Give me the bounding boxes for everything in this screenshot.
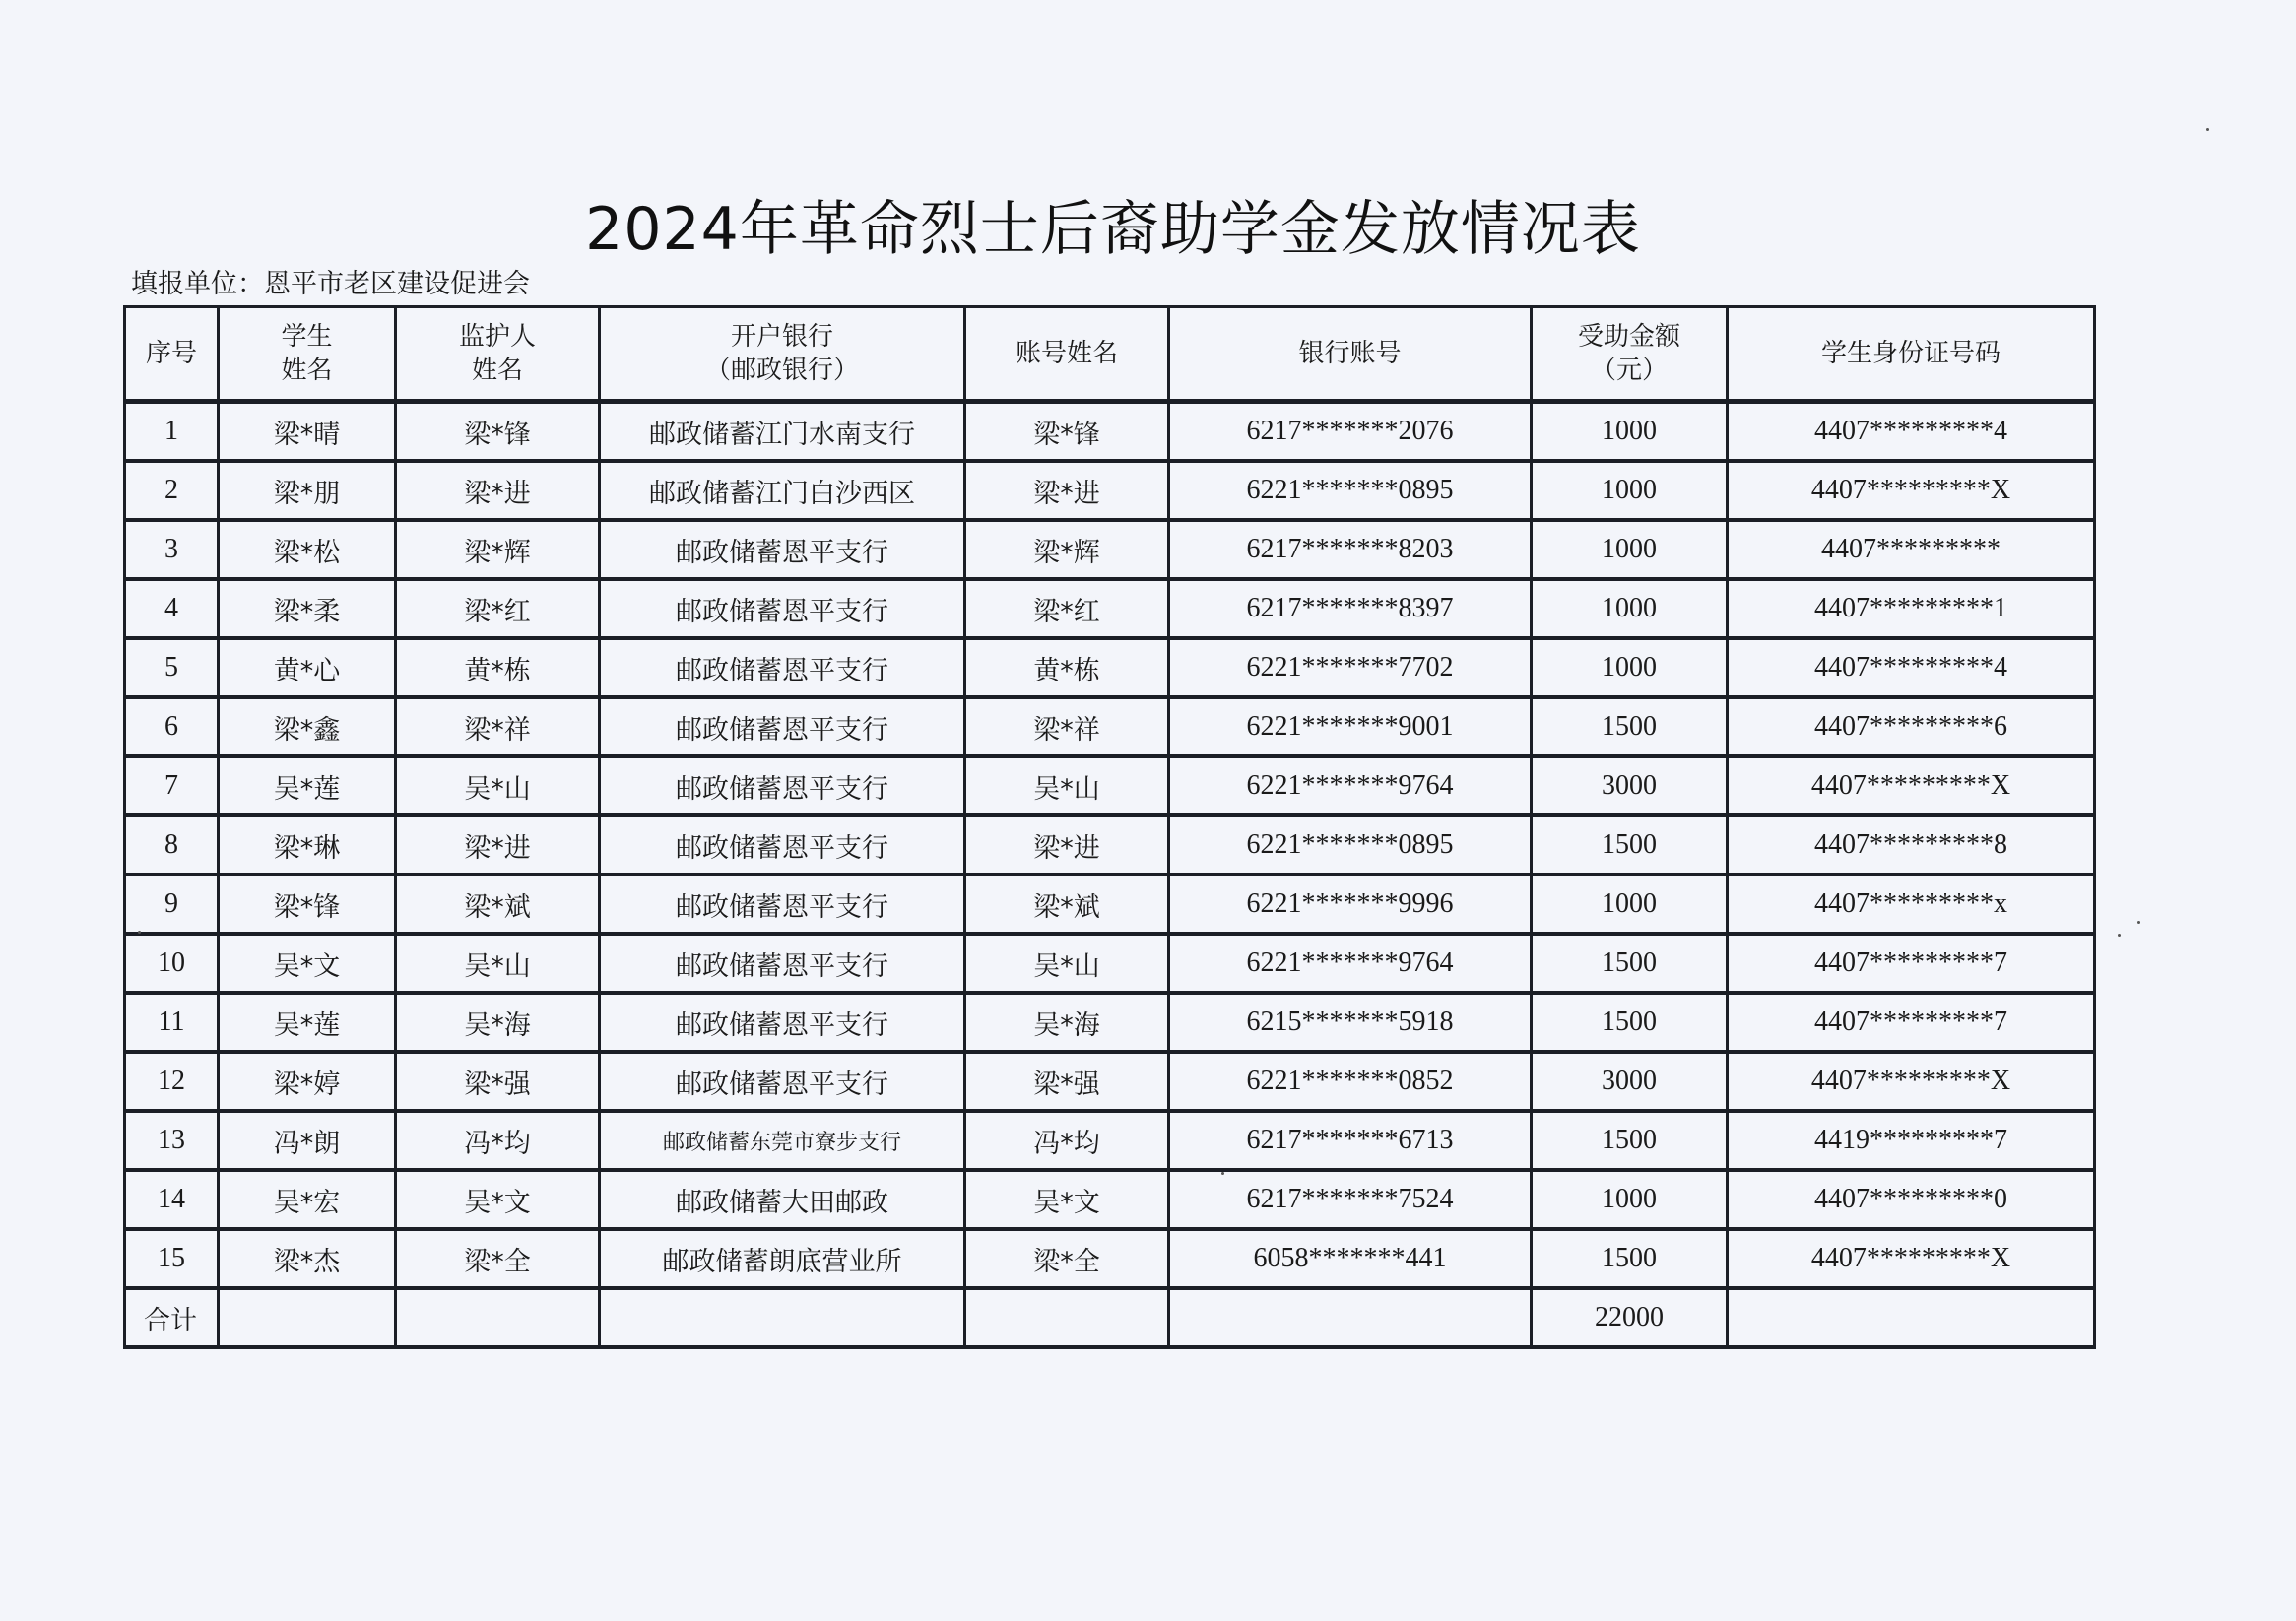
cell-account-name: 梁*全 xyxy=(965,1229,1169,1288)
cell-account-name: 梁*锋 xyxy=(965,402,1169,462)
cell-amount: 1000 xyxy=(1532,461,1728,520)
scan-speck xyxy=(2137,921,2140,924)
cell-guardian: 冯*均 xyxy=(396,1111,600,1170)
header-guardian-name: 监护人 姓名 xyxy=(396,307,600,402)
cell-account-name: 冯*均 xyxy=(965,1111,1169,1170)
cell-seq: 4 xyxy=(125,579,219,638)
cell-account-number: 6221*******9001 xyxy=(1169,697,1532,756)
cell-guardian: 梁*进 xyxy=(396,461,600,520)
total-row xyxy=(125,1288,2095,1347)
cell-account-name: 梁*祥 xyxy=(965,697,1169,756)
table-row xyxy=(125,461,2095,520)
cell-account-name: 吴*山 xyxy=(965,756,1169,815)
cell-amount: 1500 xyxy=(1532,934,1728,993)
reporting-unit-value: 恩平市老区建设促进会 xyxy=(264,269,530,299)
cell-student: 梁*朋 xyxy=(219,461,396,520)
cell-account-name: 吴*文 xyxy=(965,1170,1169,1229)
cell-bank: 邮政储蓄恩平支行 xyxy=(600,697,965,756)
cell-account-name: 黄*栋 xyxy=(965,638,1169,697)
cell-seq: 6 xyxy=(125,697,219,756)
scan-speck xyxy=(2118,934,2121,937)
header-account-name: 账号姓名 xyxy=(965,307,1169,402)
cell-bank: 邮政储蓄恩平支行 xyxy=(600,934,965,993)
cell-amount: 1000 xyxy=(1532,875,1728,934)
cell-bank: 邮政储蓄东莞市寮步支行 xyxy=(600,1111,965,1170)
cell-guardian: 梁*红 xyxy=(396,579,600,638)
cell-bank: 邮政储蓄恩平支行 xyxy=(600,638,965,697)
header-amount: 受助金额 （元） xyxy=(1532,307,1728,402)
cell-guardian: 吴*海 xyxy=(396,993,600,1052)
cell-seq: 1 xyxy=(125,402,219,462)
total-amount: 22000 xyxy=(1532,1288,1728,1347)
cell-student: 冯*朗 xyxy=(219,1111,396,1170)
table-row xyxy=(125,697,2095,756)
cell-guardian: 吴*文 xyxy=(396,1170,600,1229)
cell-account-number: 6221*******9996 xyxy=(1169,875,1532,934)
header-student-id: 学生身份证号码 xyxy=(1728,307,2095,402)
cell-bank: 邮政储蓄恩平支行 xyxy=(600,520,965,579)
cell-bank: 邮政储蓄大田邮政 xyxy=(600,1170,965,1229)
cell-account-number: 6217*******7524 xyxy=(1169,1170,1532,1229)
cell-account-name: 吴*海 xyxy=(965,993,1169,1052)
cell-amount: 1000 xyxy=(1532,579,1728,638)
cell-student-id: 4407*********7 xyxy=(1728,993,2095,1052)
cell-amount: 1500 xyxy=(1532,993,1728,1052)
cell-student: 吴*宏 xyxy=(219,1170,396,1229)
cell-account-number: 6221*******0852 xyxy=(1169,1052,1532,1111)
cell-guardian: 吴*山 xyxy=(396,934,600,993)
cell-amount: 1000 xyxy=(1532,1170,1728,1229)
header-row xyxy=(125,307,2095,402)
cell-account-number: 6221*******0895 xyxy=(1169,461,1532,520)
table-row xyxy=(125,815,2095,875)
cell-seq: 2 xyxy=(125,461,219,520)
cell-student-id: 4407*********X xyxy=(1728,756,2095,815)
cell-amount: 3000 xyxy=(1532,756,1728,815)
cell-student-id: 4407*********X xyxy=(1728,1229,2095,1288)
cell-student: 梁*松 xyxy=(219,520,396,579)
cell-seq: 12 xyxy=(125,1052,219,1111)
cell-seq: 7 xyxy=(125,756,219,815)
cell-student: 梁*杰 xyxy=(219,1229,396,1288)
header-seq: 序号 xyxy=(125,307,219,402)
cell-guardian: 梁*锋 xyxy=(396,402,600,462)
total-empty-cell xyxy=(1169,1288,1532,1347)
cell-bank: 邮政储蓄恩平支行 xyxy=(600,579,965,638)
total-empty-cell xyxy=(965,1288,1169,1347)
cell-guardian: 黄*栋 xyxy=(396,638,600,697)
cell-seq: 13 xyxy=(125,1111,219,1170)
cell-guardian: 梁*全 xyxy=(396,1229,600,1288)
cell-student-id: 4407********* xyxy=(1728,520,2095,579)
cell-student: 梁*晴 xyxy=(219,402,396,462)
cell-account-name: 梁*斌 xyxy=(965,875,1169,934)
table-row xyxy=(125,1229,2095,1288)
cell-student-id: 4407*********7 xyxy=(1728,934,2095,993)
cell-seq: 3 xyxy=(125,520,219,579)
total-empty-cell xyxy=(219,1288,396,1347)
header-account-number: 银行账号 xyxy=(1169,307,1532,402)
cell-student-id: 4407*********1 xyxy=(1728,579,2095,638)
cell-seq: 15 xyxy=(125,1229,219,1288)
cell-amount: 1500 xyxy=(1532,1111,1728,1170)
cell-guardian: 梁*斌 xyxy=(396,875,600,934)
cell-amount: 1000 xyxy=(1532,402,1728,462)
cell-seq: 9 xyxy=(125,875,219,934)
cell-student: 梁*锋 xyxy=(219,875,396,934)
reporting-unit-label: 填报单位： xyxy=(131,269,264,299)
cell-amount: 1500 xyxy=(1532,697,1728,756)
cell-account-name: 梁*红 xyxy=(965,579,1169,638)
cell-student: 黄*心 xyxy=(219,638,396,697)
cell-account-number: 6217*******8397 xyxy=(1169,579,1532,638)
cell-account-number: 6215*******5918 xyxy=(1169,993,1532,1052)
cell-student-id: 4407*********x xyxy=(1728,875,2095,934)
cell-account-number: 6221*******9764 xyxy=(1169,756,1532,815)
cell-student-id: 4407*********4 xyxy=(1728,402,2095,462)
cell-account-number: 6221*******7702 xyxy=(1169,638,1532,697)
scan-speck xyxy=(1221,1172,1224,1175)
cell-student: 梁*婷 xyxy=(219,1052,396,1111)
cell-seq: 8 xyxy=(125,815,219,875)
scan-speck xyxy=(138,931,141,934)
cell-account-number: 6217*******2076 xyxy=(1169,402,1532,462)
table-row xyxy=(125,520,2095,579)
cell-account-number: 6221*******9764 xyxy=(1169,934,1532,993)
cell-student-id: 4407*********8 xyxy=(1728,815,2095,875)
cell-account-name: 梁*进 xyxy=(965,815,1169,875)
cell-amount: 3000 xyxy=(1532,1052,1728,1111)
table-row xyxy=(125,579,2095,638)
scan-speck xyxy=(2206,128,2209,131)
total-empty-cell xyxy=(1728,1288,2095,1347)
page-title: 2024年革命烈士后裔助学金发放情况表 xyxy=(585,195,1641,264)
cell-guardian: 梁*进 xyxy=(396,815,600,875)
table-row xyxy=(125,638,2095,697)
cell-amount: 1000 xyxy=(1532,520,1728,579)
cell-account-name: 梁*辉 xyxy=(965,520,1169,579)
table-row xyxy=(125,756,2095,815)
cell-amount: 1500 xyxy=(1532,1229,1728,1288)
cell-student-id: 4407*********X xyxy=(1728,461,2095,520)
cell-bank: 邮政储蓄江门水南支行 xyxy=(600,402,965,462)
cell-bank: 邮政储蓄恩平支行 xyxy=(600,875,965,934)
cell-student: 吴*莲 xyxy=(219,993,396,1052)
table-row xyxy=(125,1111,2095,1170)
header-student-name: 学生 姓名 xyxy=(219,307,396,402)
cell-account-name: 梁*进 xyxy=(965,461,1169,520)
cell-bank: 邮政储蓄恩平支行 xyxy=(600,756,965,815)
cell-student: 梁*柔 xyxy=(219,579,396,638)
cell-student: 梁*琳 xyxy=(219,815,396,875)
cell-bank: 邮政储蓄恩平支行 xyxy=(600,993,965,1052)
table-row xyxy=(125,875,2095,934)
cell-account-number: 6217*******6713 xyxy=(1169,1111,1532,1170)
total-empty-cell xyxy=(600,1288,965,1347)
cell-student: 吴*文 xyxy=(219,934,396,993)
cell-student-id: 4407*********4 xyxy=(1728,638,2095,697)
header-bank: 开户银行 （邮政银行） xyxy=(600,307,965,402)
cell-bank: 邮政储蓄恩平支行 xyxy=(600,1052,965,1111)
cell-amount: 1000 xyxy=(1532,638,1728,697)
table-row xyxy=(125,934,2095,993)
cell-amount: 1500 xyxy=(1532,815,1728,875)
cell-bank: 邮政储蓄江门白沙西区 xyxy=(600,461,965,520)
cell-seq: 11 xyxy=(125,993,219,1052)
cell-account-name: 吴*山 xyxy=(965,934,1169,993)
cell-account-number: 6058*******441 xyxy=(1169,1229,1532,1288)
cell-account-number: 6217*******8203 xyxy=(1169,520,1532,579)
scholarship-table xyxy=(123,305,2096,1349)
table-row xyxy=(125,1052,2095,1111)
cell-student-id: 4407*********0 xyxy=(1728,1170,2095,1229)
cell-student-id: 4419*********7 xyxy=(1728,1111,2095,1170)
total-empty-cell xyxy=(396,1288,600,1347)
cell-account-number: 6221*******0895 xyxy=(1169,815,1532,875)
cell-bank: 邮政储蓄恩平支行 xyxy=(600,815,965,875)
reporting-unit-line xyxy=(131,262,530,300)
table-row xyxy=(125,402,2095,462)
table-row xyxy=(125,993,2095,1052)
cell-account-name: 梁*强 xyxy=(965,1052,1169,1111)
cell-guardian: 梁*强 xyxy=(396,1052,600,1111)
cell-student: 梁*鑫 xyxy=(219,697,396,756)
cell-guardian: 吴*山 xyxy=(396,756,600,815)
cell-seq: 14 xyxy=(125,1170,219,1229)
total-label: 合计 xyxy=(125,1288,219,1347)
cell-guardian: 梁*辉 xyxy=(396,520,600,579)
cell-seq: 5 xyxy=(125,638,219,697)
table-row xyxy=(125,1170,2095,1229)
cell-bank: 邮政储蓄朗底营业所 xyxy=(600,1229,965,1288)
cell-guardian: 梁*祥 xyxy=(396,697,600,756)
cell-seq: 10 xyxy=(125,934,219,993)
cell-student-id: 4407*********X xyxy=(1728,1052,2095,1111)
cell-student-id: 4407*********6 xyxy=(1728,697,2095,756)
cell-student: 吴*莲 xyxy=(219,756,396,815)
